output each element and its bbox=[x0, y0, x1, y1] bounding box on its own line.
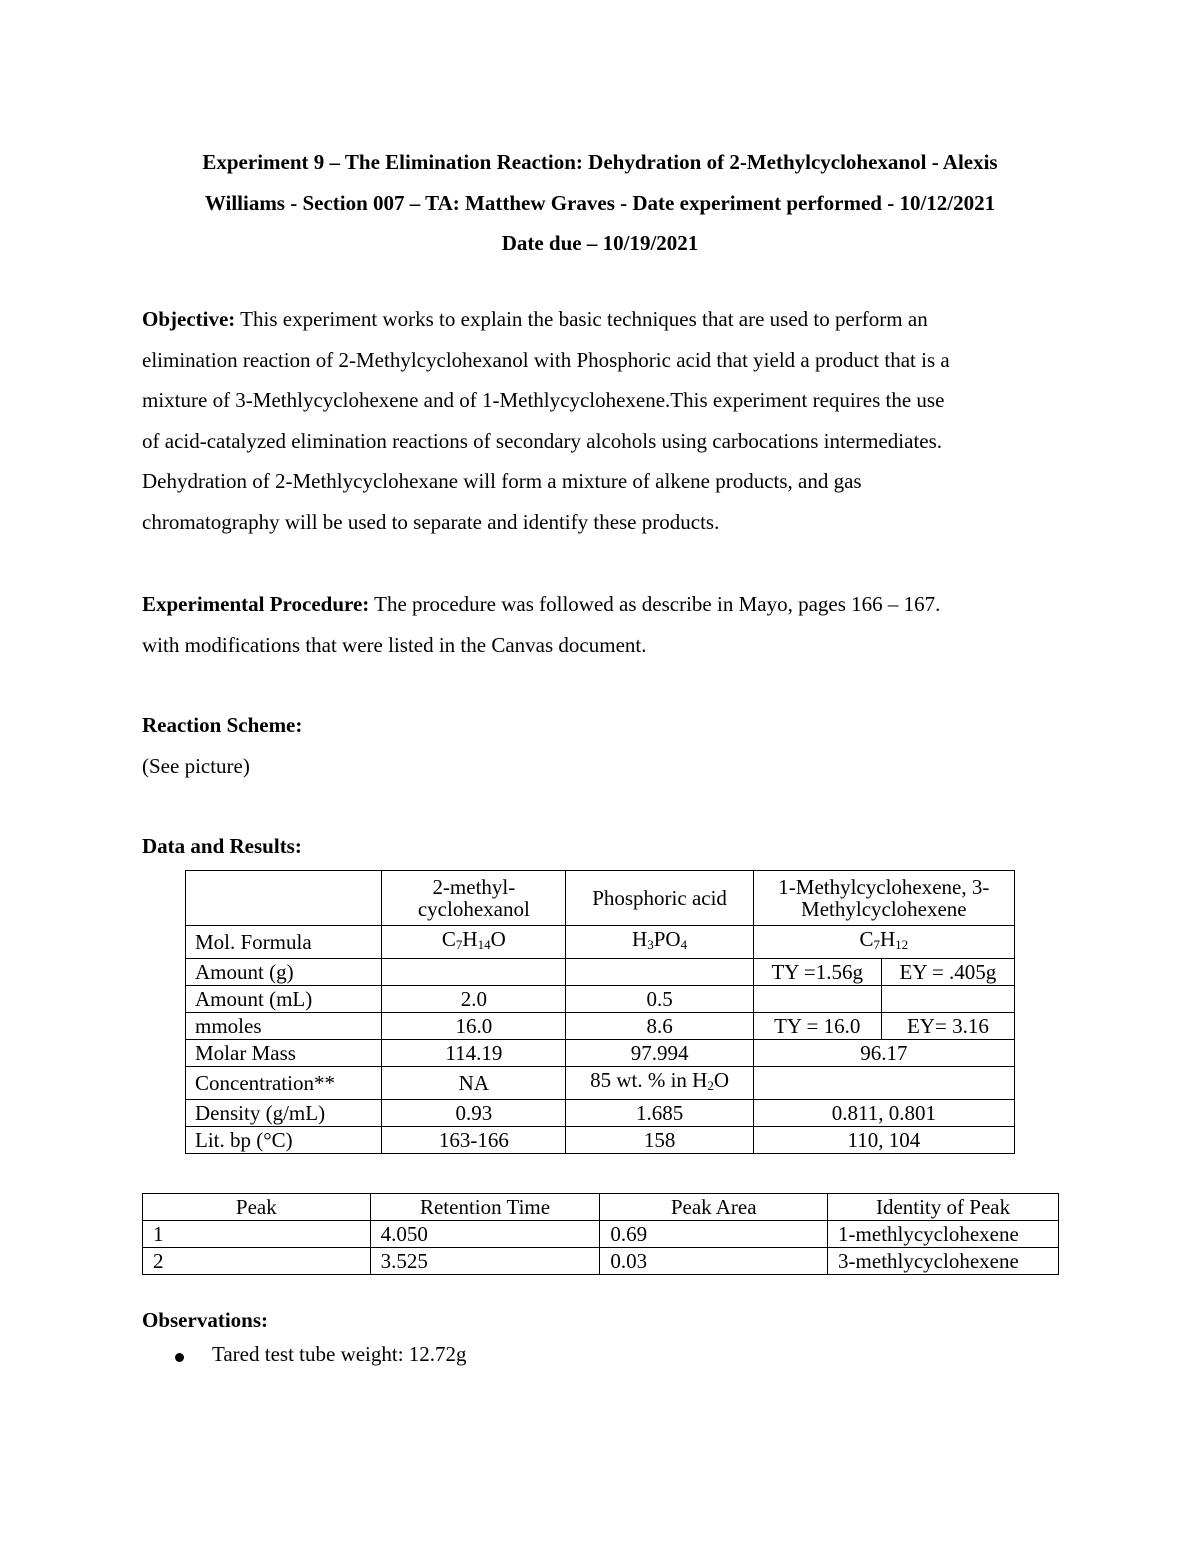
scheme-text: (See picture) bbox=[142, 753, 250, 778]
header-cell: 2-methyl- cyclohexanol bbox=[382, 871, 566, 926]
table-cell: 0.93 bbox=[382, 1100, 566, 1127]
procedure-section bbox=[142, 584, 1072, 665]
reagent-table bbox=[185, 870, 1015, 1154]
scheme-label: Reaction Scheme: bbox=[142, 713, 303, 737]
table-cell bbox=[753, 986, 881, 1013]
header-cell: Peak Area bbox=[600, 1194, 828, 1221]
objective-text-1: This experiment works to explain the basic techniques that are used to perform an bbox=[235, 307, 928, 331]
table-cell: 4.050 bbox=[370, 1221, 600, 1248]
table-cell bbox=[753, 1067, 1014, 1100]
objective-text-6: chromatography will be used to separate and identify these products. bbox=[142, 509, 720, 534]
table-cell: 0.69 bbox=[600, 1221, 828, 1248]
procedure-label: Experimental Procedure: bbox=[142, 592, 370, 616]
table-cell: 158 bbox=[566, 1127, 753, 1154]
procedure-text-2: with modifications that were listed in the Canvas document. bbox=[142, 632, 647, 657]
table-cell: 1-methlycyclohexene bbox=[828, 1221, 1059, 1248]
row-label: Amount (g) bbox=[186, 959, 382, 986]
row-label: Concentration** bbox=[186, 1067, 382, 1100]
row-label: Density (g/mL) bbox=[186, 1100, 382, 1127]
table-row bbox=[186, 1127, 1015, 1154]
table-cell: 110, 104 bbox=[753, 1127, 1014, 1154]
table-cell: $H_3PO_4$ bbox=[566, 926, 753, 959]
header-cell: Peak bbox=[143, 1194, 371, 1221]
table-cell: 1 bbox=[143, 1221, 371, 1248]
table-cell: TY =1.56g bbox=[753, 959, 881, 986]
objective-text-3: mixture of 3-Methlycyclohexene and of 1-Methlycyclohexene.This experiment requires the use bbox=[142, 388, 945, 413]
header-cell: 1-Methylcyclohexene, 3- Methylcyclohexene bbox=[753, 871, 1014, 926]
gc-peak-table bbox=[142, 1193, 1059, 1275]
table-cell: 85 wt. % in $H_2O$ bbox=[566, 1067, 753, 1100]
table-cell: EY = .405g bbox=[881, 959, 1014, 986]
table-cell: EY= 3.16 bbox=[881, 1013, 1014, 1040]
table-cell: 0.03 bbox=[600, 1248, 828, 1275]
table-cell: 0.5 bbox=[566, 986, 753, 1013]
table-header-row bbox=[186, 871, 1015, 926]
table-cell: 1.685 bbox=[566, 1100, 753, 1127]
objective-text-4: of acid-catalyzed elimination reactions of secondary alcohols using carbocations intermediates. bbox=[142, 428, 943, 453]
table-cell: 3-methlycyclohexene bbox=[828, 1248, 1059, 1275]
procedure-text-1: The procedure was followed as describe in Mayo, pages 166 – 167. bbox=[369, 592, 941, 616]
table-cell: 163-166 bbox=[382, 1127, 566, 1154]
observations-label: Observations: bbox=[142, 1308, 268, 1332]
table-cell: 114.19 bbox=[382, 1040, 566, 1067]
row-label: Mol. Formula bbox=[186, 926, 382, 959]
table-row bbox=[186, 926, 1015, 959]
table-row bbox=[143, 1221, 1059, 1248]
data-results-label: Data and Results: bbox=[142, 834, 302, 858]
data-results-section bbox=[142, 826, 1072, 867]
table-corner-cell bbox=[186, 871, 382, 926]
table-row bbox=[186, 1040, 1015, 1067]
table-cell bbox=[382, 959, 566, 986]
table-cell: 2.0 bbox=[382, 986, 566, 1013]
observations-list bbox=[142, 1342, 467, 1367]
row-label: Lit. bp (°C) bbox=[186, 1127, 382, 1154]
table-header-row bbox=[143, 1194, 1059, 1221]
header-cell: Phosphoric acid bbox=[566, 871, 753, 926]
table-cell: 97.994 bbox=[566, 1040, 753, 1067]
objective-section bbox=[142, 299, 1072, 543]
report-title bbox=[120, 142, 1080, 264]
scheme-section bbox=[142, 705, 1072, 786]
table-row bbox=[186, 1067, 1015, 1100]
table-cell: 96.17 bbox=[753, 1040, 1014, 1067]
row-label: mmoles bbox=[186, 1013, 382, 1040]
header-cell: Identity of Peak bbox=[828, 1194, 1059, 1221]
table-cell: 2 bbox=[143, 1248, 371, 1275]
row-label: Amount (mL) bbox=[186, 986, 382, 1013]
table-row bbox=[186, 1013, 1015, 1040]
title-line-3: Date due – 10/19/2021 bbox=[501, 231, 699, 255]
row-label: Molar Mass bbox=[186, 1040, 382, 1067]
table-cell: $C_7H_{12}$ bbox=[753, 926, 1014, 959]
table-row bbox=[186, 986, 1015, 1013]
observations-section bbox=[142, 1300, 1072, 1341]
table-cell: $C_7H_{14}O$ bbox=[382, 926, 566, 959]
table-row bbox=[186, 1100, 1015, 1127]
title-line-1: Experiment 9 – The Elimination Reaction: Dehydration of 2-Methylcyclohexanol - Alexis bbox=[202, 150, 998, 174]
table-cell: TY = 16.0 bbox=[753, 1013, 881, 1040]
bullet-icon bbox=[175, 1353, 184, 1362]
objective-text-2: elimination reaction of 2-Methylcyclohexanol with Phosphoric acid that yield a product that is a bbox=[142, 347, 950, 372]
table-cell: 3.525 bbox=[370, 1248, 600, 1275]
header-cell: Retention Time bbox=[370, 1194, 600, 1221]
table-cell: 0.811, 0.801 bbox=[753, 1100, 1014, 1127]
table-cell bbox=[881, 986, 1014, 1013]
table-row bbox=[186, 959, 1015, 986]
list-item-text: Tared test tube weight: 12.72g bbox=[212, 1342, 467, 1366]
table-cell: NA bbox=[382, 1067, 566, 1100]
table-cell: 16.0 bbox=[382, 1013, 566, 1040]
objective-label: Objective: bbox=[142, 307, 236, 331]
title-line-2: Williams - Section 007 – TA: Matthew Graves - Date experiment performed - 10/12/2021 bbox=[204, 190, 996, 215]
objective-text-5: Dehydration of 2-Methlycyclohexane will form a mixture of alkene products, and gas bbox=[142, 469, 862, 494]
table-cell: 8.6 bbox=[566, 1013, 753, 1040]
table-row bbox=[143, 1248, 1059, 1275]
list-item bbox=[142, 1342, 467, 1367]
table-cell bbox=[566, 959, 753, 986]
